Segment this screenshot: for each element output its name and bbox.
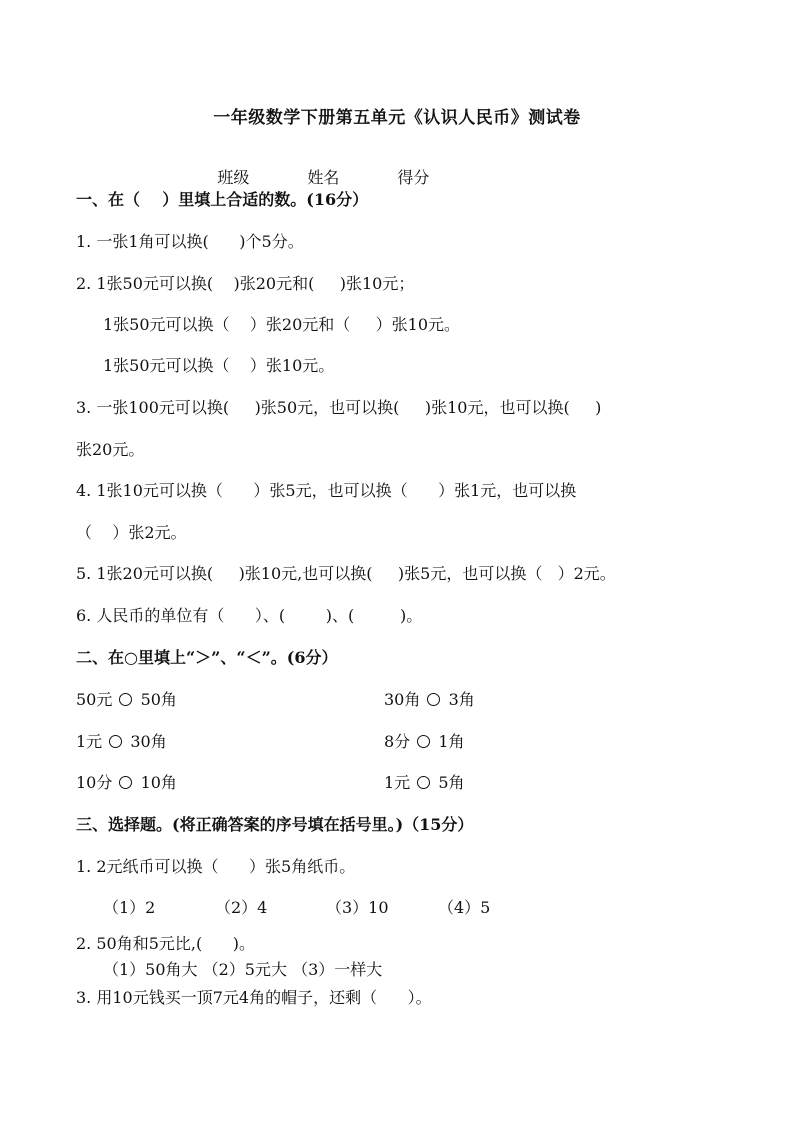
- blank-circle-icon[interactable]: [427, 693, 440, 706]
- section3-heading: 三、选择题。(将正确答案的序号填在括号里。)（15分）: [76, 815, 474, 834]
- blank-circle-icon[interactable]: [417, 735, 430, 748]
- s1-line-1: 1. 一张1角可以换( )个5分。: [76, 232, 304, 251]
- score-field: 得分: [397, 168, 430, 187]
- comparison-left: 30角: [384, 690, 421, 709]
- s3-question-1: 1. 2元纸币可以换（ ）张5角纸币。: [76, 857, 356, 876]
- comparison-1: [76, 690, 177, 710]
- comparison-4: [384, 732, 465, 752]
- s1-line-2: 2. 1张50元可以换( )张20元和( )张10元；: [76, 274, 415, 293]
- s1-line-4: 1张50元可以换（ ）张10元。: [103, 356, 335, 375]
- comparison-right: 10角: [140, 773, 177, 792]
- s1-line-7: 4. 1张10元可以换（ ）张5元，也可以换（ ）张1元，也可以换: [76, 481, 577, 500]
- blank-circle-icon[interactable]: [119, 693, 132, 706]
- comparison-left: 8分: [384, 732, 411, 751]
- section2-heading: 二、在○里填上“＞”、“＜”。(6分）: [76, 648, 338, 667]
- s3-q2-options: （1）50角大 （2）5元大 （3）一样大: [103, 960, 383, 979]
- comparison-3: [76, 732, 167, 752]
- blank-circle-icon[interactable]: [119, 776, 132, 789]
- comparison-left: 1元: [384, 773, 411, 792]
- comparison-right: 30角: [130, 732, 167, 751]
- comparison-left: 10分: [76, 773, 113, 792]
- blank-circle-icon[interactable]: [417, 776, 430, 789]
- comparison-right: 5角: [438, 773, 465, 792]
- page-title: 一年级数学下册第五单元《认识人民币》测试卷: [213, 108, 581, 128]
- s3-q1-option-4: （4）5: [438, 898, 491, 917]
- s3-q1-option-1: （1）2: [103, 898, 156, 917]
- s1-line-9: 5. 1张20元可以换( )张10元,也可以换( )张5元，也可以换（ ）2元。: [76, 564, 616, 583]
- name-field: 姓名: [307, 168, 340, 187]
- comparison-5: [76, 773, 177, 793]
- comparison-6: [384, 773, 465, 793]
- s3-question-3: 3. 用10元钱买一顶7元4角的帽子，还剩（ ）。: [76, 988, 432, 1007]
- comparison-right: 50角: [140, 690, 177, 709]
- s3-q1-option-2: （2）4: [215, 898, 268, 917]
- s1-line-3: 1张50元可以换（ ）张20元和（ ）张10元。: [103, 315, 461, 334]
- comparison-right: 1角: [438, 732, 465, 751]
- s1-line-6: 张20元。: [76, 440, 145, 459]
- comparison-left: 50元: [76, 690, 113, 709]
- s1-line-8: （ ）张2元。: [76, 523, 187, 542]
- comparison-left: 1元: [76, 732, 103, 751]
- s1-line-10: 6. 人民币的单位有（ ）、( )、( )。: [76, 606, 423, 625]
- s1-line-5: 3. 一张100元可以换( )张50元，也可以换( )张10元，也可以换( ): [76, 398, 602, 417]
- s3-q1-option-3: （3）10: [326, 898, 389, 917]
- comparison-2: [384, 690, 475, 710]
- s3-question-2: 2. 50角和5元比,( )。: [76, 934, 255, 953]
- comparison-right: 3角: [448, 690, 475, 709]
- section1-heading: 一、在（ ）里填上合适的数。(16分）: [76, 190, 369, 209]
- blank-circle-icon[interactable]: [109, 735, 122, 748]
- class-field: 班级: [217, 168, 250, 187]
